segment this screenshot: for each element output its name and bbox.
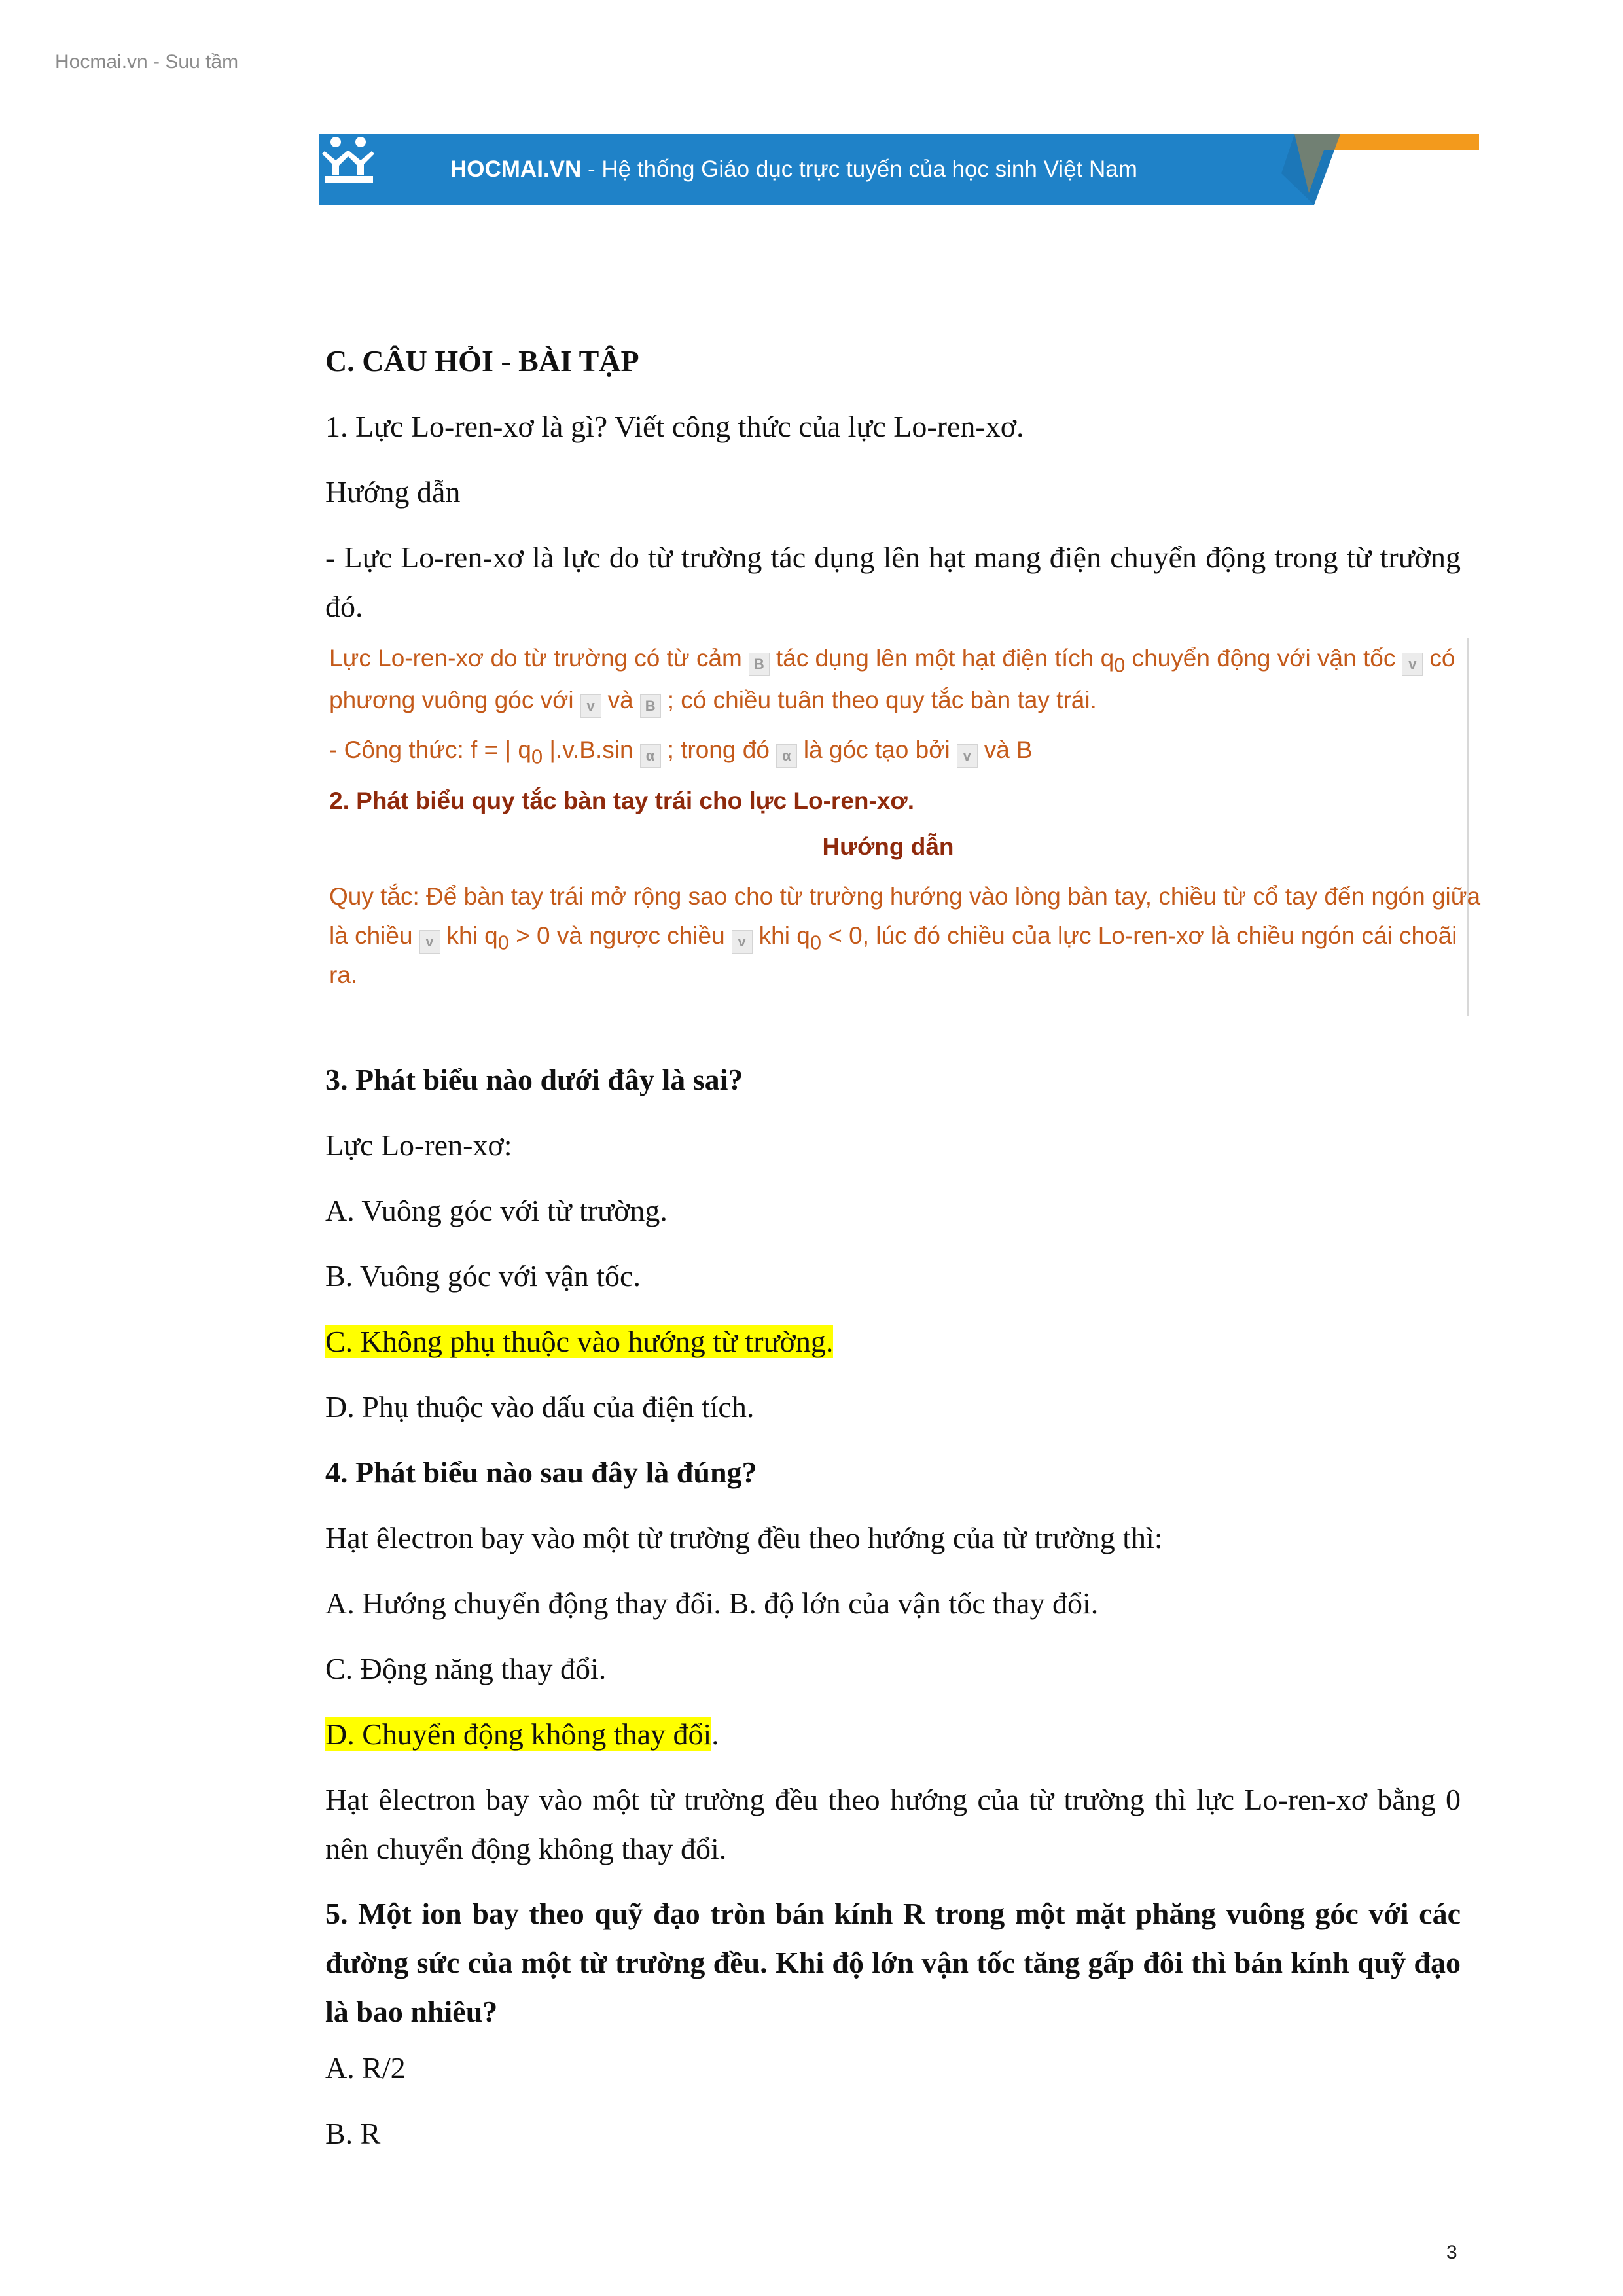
banner-tagline: - Hệ thống Giáo dục trực tuyến của học sinh Việt Nam	[581, 156, 1137, 182]
q3-title: 3. Phát biểu nào dưới đây là sai?	[325, 1063, 743, 1096]
alpha-icon: α	[640, 744, 661, 768]
q3-option-c	[325, 1317, 1461, 1366]
formula-line-1: Lực Lo-ren-xơ do từ trường có từ cảm B tác dụng lên một hạt điện tích $q_0$ chuyển động với vận tốc v có	[329, 645, 1455, 677]
rule-line-2: là chiều v khi $q_0 > 0$ và ngược chiều v khi $q_0 < 0$, lúc đó chiều của lực Lo-ren-xơ là chiều ngón cái choãi	[329, 922, 1457, 954]
v-vector-icon: v	[419, 930, 440, 954]
q4-title: 4. Phát biểu nào sau đây là đúng?	[325, 1456, 757, 1489]
rule-line-3: ra.	[329, 961, 358, 988]
q4-explanation: Hạt êlectron bay vào một từ trường đều theo hướng của từ trường thì lực Lo-ren-xơ bằng 0 nên chuyển động không thay đổi.	[325, 1783, 1461, 1865]
q4-option-c: C. Động năng thay đổi.	[325, 1652, 607, 1685]
hocmai-logo-icon	[319, 134, 378, 184]
watermark: Hocmai.vn - Suu tầm	[55, 51, 239, 73]
q4-option-ab: A. Hướng chuyển động thay đổi. B. độ lớn của vận tốc thay đổi.	[325, 1587, 1099, 1620]
v-vector-icon: v	[580, 694, 601, 718]
alpha-icon: α	[776, 744, 797, 768]
q1-answer: - Lực Lo-ren-xơ là lực do từ trường tác dụng lên hạt mang điện chuyển động trong từ trường đó.	[325, 541, 1461, 623]
formula-line-2: phương vuông góc với v và B ; có chiều tuân theo quy tắc bàn tay trái.	[329, 687, 1097, 718]
q5-option-a: A. R/2	[325, 2051, 406, 2085]
b-vector-icon: B	[749, 653, 770, 676]
section-title: C. CÂU HỎI - BÀI TẬP	[325, 344, 639, 378]
q2-title: 2. Phát biểu quy tắc bàn tay trái cho lực Lo-ren-xơ.	[329, 787, 914, 814]
q3-option-b: B. Vuông góc với vận tốc.	[325, 1259, 641, 1293]
q4-answer-highlight: D. Chuyển động không thay đổi	[325, 1717, 712, 1751]
q3-option-d: D. Phụ thuộc vào dấu của điện tích.	[325, 1390, 755, 1424]
q2-guide: Hướng dẫn	[822, 833, 954, 860]
q4-option-d: D. Chuyển động không thay đổi.	[325, 1717, 719, 1751]
q3-answer-highlight: C. Không phụ thuộc vào hướng từ trường.	[325, 1325, 834, 1358]
page-number: 3	[1446, 2242, 1457, 2263]
q1-question: 1. Lực Lo-ren-xơ là gì? Viết công thức của lực Lo-ren-xơ.	[325, 410, 1024, 443]
rule-line-1: Quy tắc: Để bàn tay trái mở rộng sao cho từ trường hướng vào lòng bàn tay, chiều từ cổ tay đến ngón giữa	[329, 883, 1481, 910]
formula-line-3: - Công thức: f = | $q_0$ |.v.B.sin α ; trong đó α là góc tạo bởi v và B	[329, 736, 1033, 768]
banner-brand: HOCMAI.VN	[450, 156, 582, 182]
q5-option-b: B. R	[325, 2117, 381, 2150]
q3-option-a: A. Vuông góc với từ trường.	[325, 1194, 668, 1227]
q5-title: 5. Một ion bay theo quỹ đạo tròn bán kính R trong một mặt phăng vuông góc với các đường sức của một từ trường đều. Khi độ lớn vận tốc tăng gấp đôi thì bán kính quỹ đạo là bao nhiêu?	[325, 1897, 1461, 2028]
q4-stem: Hạt êlectron bay vào một từ trường đều theo hướng của từ trường thì:	[325, 1521, 1163, 1554]
banner-title	[450, 134, 1137, 205]
q3-stem: Lực Lo-ren-xơ:	[325, 1128, 512, 1162]
v-vector-icon: v	[732, 930, 753, 954]
b-vector-icon: B	[640, 694, 661, 718]
q1-guide: Hướng dẫn	[325, 475, 461, 509]
embedded-screenshot	[325, 638, 1481, 1016]
v-vector-icon: v	[957, 744, 978, 768]
header-banner	[319, 134, 1479, 205]
v-vector-icon: v	[1402, 653, 1423, 676]
